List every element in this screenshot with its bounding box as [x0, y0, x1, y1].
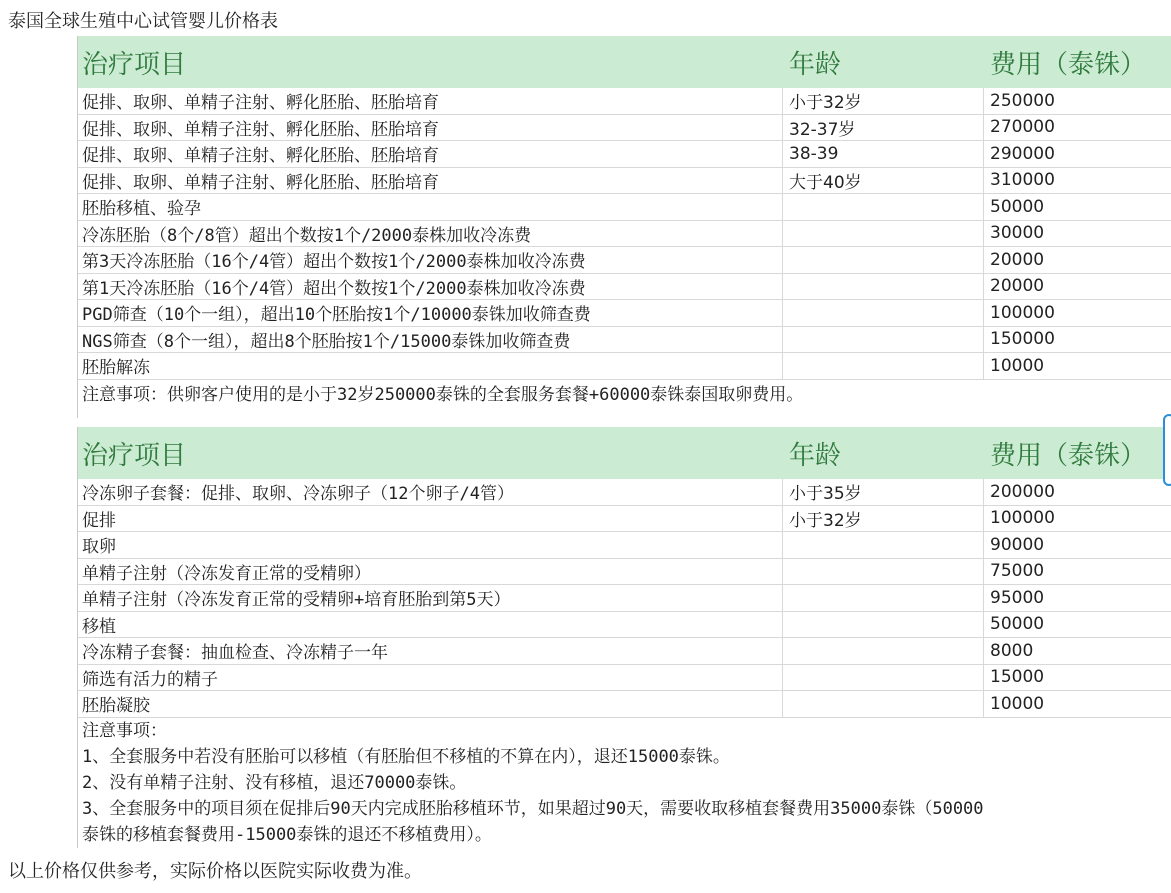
table-body	[78, 88, 1171, 380]
cell-age	[783, 665, 984, 691]
cell-fee: 310000	[990, 170, 1055, 191]
cell-item: 胚胎解冻	[78, 353, 783, 379]
header-item: 治疗项目	[82, 440, 187, 471]
cell-item: 第3天冷冻胚胎（16个/4管）超出个数按1个/2000泰株加收冷冻费	[78, 247, 783, 273]
cell-age	[783, 353, 984, 379]
table-row	[78, 559, 1171, 586]
cell-age	[783, 691, 984, 717]
price-table-freezing	[77, 427, 1171, 848]
cell-item: 单精子注射（冷冻发育正常的受精卵+培育胚胎到第5天）	[78, 585, 783, 611]
cell-fee: 20000	[990, 249, 1045, 270]
cell-age: 小于32岁	[783, 506, 984, 532]
side-scroll-tab[interactable]	[1163, 414, 1171, 486]
cell-age	[783, 274, 984, 300]
table-notes	[78, 380, 1171, 418]
cell-fee: 100000	[990, 508, 1055, 529]
cell-fee: 100000	[990, 302, 1055, 323]
table-row	[78, 691, 1171, 718]
cell-item: 促排、取卵、单精子注射、孵化胚胎、胚胎培育	[78, 115, 783, 141]
table-row	[78, 612, 1171, 639]
table-row	[78, 532, 1171, 559]
table-row	[78, 638, 1171, 665]
table-row	[78, 300, 1171, 327]
table-row	[78, 327, 1171, 354]
cell-age: 大于40岁	[783, 168, 984, 194]
cell-fee: 95000	[990, 587, 1045, 608]
table-row	[78, 585, 1171, 612]
cell-item: 冷冻胚胎（8个/8管）超出个数按1个/2000泰株加收冷冻费	[78, 221, 783, 247]
cell-fee: 75000	[990, 561, 1045, 582]
cell-age	[783, 221, 984, 247]
header-item: 治疗项目	[82, 49, 187, 80]
table-row	[78, 168, 1171, 195]
cell-age	[783, 612, 984, 638]
cell-item: 冷冻卵子套餐：促排、取卵、冷冻卵子（12个卵子/4管）	[78, 479, 783, 505]
cell-fee: 30000	[990, 223, 1045, 244]
cell-age	[783, 247, 984, 273]
note-line: 1、全套服务中若没有胚胎可以移植（有胚胎但不移植的不算在内），退还15000泰铢。	[82, 746, 730, 767]
page-title: 泰国全球生殖中心试管婴儿价格表	[8, 11, 278, 32]
cell-fee: 270000	[990, 117, 1055, 138]
cell-age	[783, 638, 984, 664]
cell-item: PGD筛查（10个一组），超出10个胚胎按1个/10000泰铢加收筛查费	[78, 300, 783, 326]
cell-age: 小于35岁	[783, 479, 984, 505]
table-header	[78, 427, 1171, 479]
cell-fee: 90000	[990, 534, 1045, 555]
table-row	[78, 88, 1171, 115]
note-line: 2、没有单精子注射、没有移植，退还70000泰铢。	[82, 772, 467, 793]
table-body	[78, 479, 1171, 718]
cell-item: 单精子注射（冷冻发育正常的受精卵）	[78, 559, 783, 585]
table-header	[78, 36, 1171, 88]
table-row	[78, 274, 1171, 301]
table-row	[78, 221, 1171, 248]
cell-age	[783, 532, 984, 558]
cell-fee: 200000	[990, 481, 1055, 502]
table-row	[78, 353, 1171, 380]
cell-item: 取卵	[78, 532, 783, 558]
cell-age	[783, 585, 984, 611]
cell-fee: 50000	[990, 614, 1045, 635]
cell-item: 第1天冷冻胚胎（16个/4管）超出个数按1个/2000泰株加收冷冻费	[78, 274, 783, 300]
footer-disclaimer: 以上价格仅供参考，实际价格以医院实际收费为准。	[8, 861, 422, 882]
cell-age	[783, 194, 984, 220]
table-row	[78, 665, 1171, 692]
cell-age: 32-37岁	[783, 115, 984, 141]
cell-item: NGS筛查（8个一组），超出8个胚胎按1个/15000泰铢加收筛查费	[78, 327, 783, 353]
note-line: 注意事项：	[82, 720, 167, 741]
cell-item: 胚胎移植、验孕	[78, 194, 783, 220]
cell-fee: 20000	[990, 276, 1045, 297]
table-row	[78, 506, 1171, 533]
table-row	[78, 247, 1171, 274]
note-line: 泰铢的移植套餐费用-15000泰铢的退还不移植费用）。	[82, 824, 492, 845]
cell-age	[783, 559, 984, 585]
header-fee: 费用（泰铢）	[990, 440, 1147, 471]
table-row	[78, 141, 1171, 168]
cell-age: 38-39	[783, 141, 984, 167]
table-row	[78, 194, 1171, 221]
cell-fee: 8000	[990, 640, 1034, 661]
cell-fee: 15000	[990, 667, 1045, 688]
cell-item: 促排、取卵、单精子注射、孵化胚胎、胚胎培育	[78, 168, 783, 194]
table-notes	[78, 718, 1171, 848]
cell-fee: 10000	[990, 693, 1045, 714]
cell-fee: 50000	[990, 196, 1045, 217]
cell-item: 移植	[78, 612, 783, 638]
header-age: 年龄	[789, 440, 842, 471]
cell-item: 促排、取卵、单精子注射、孵化胚胎、胚胎培育	[78, 141, 783, 167]
cell-item: 胚胎凝胶	[78, 691, 783, 717]
cell-item: 促排、取卵、单精子注射、孵化胚胎、胚胎培育	[78, 88, 783, 114]
note-line: 3、全套服务中的项目须在促排后90天内完成胚胎移植环节，如果超过90天，需要收取移植套餐费用35000泰铢（50000	[82, 798, 984, 819]
cell-fee: 250000	[990, 90, 1055, 111]
table-row	[78, 479, 1171, 506]
cell-item: 冷冻精子套餐：抽血检查、冷冻精子一年	[78, 638, 783, 664]
cell-item: 筛选有活力的精子	[78, 665, 783, 691]
cell-age	[783, 300, 984, 326]
header-fee: 费用（泰铢）	[990, 49, 1147, 80]
cell-age: 小于32岁	[783, 88, 984, 114]
note-line: 注意事项：供卵客户使用的是小于32岁250000泰铢的全套服务套餐+60000泰铢泰国取卵费用。	[82, 384, 804, 405]
cell-fee: 290000	[990, 143, 1055, 164]
cell-age	[783, 327, 984, 353]
header-age: 年龄	[789, 49, 842, 80]
cell-fee: 10000	[990, 355, 1045, 376]
table-row	[78, 115, 1171, 142]
cell-fee: 150000	[990, 329, 1055, 350]
cell-item: 促排	[78, 506, 783, 532]
price-table-ivf	[77, 36, 1171, 418]
